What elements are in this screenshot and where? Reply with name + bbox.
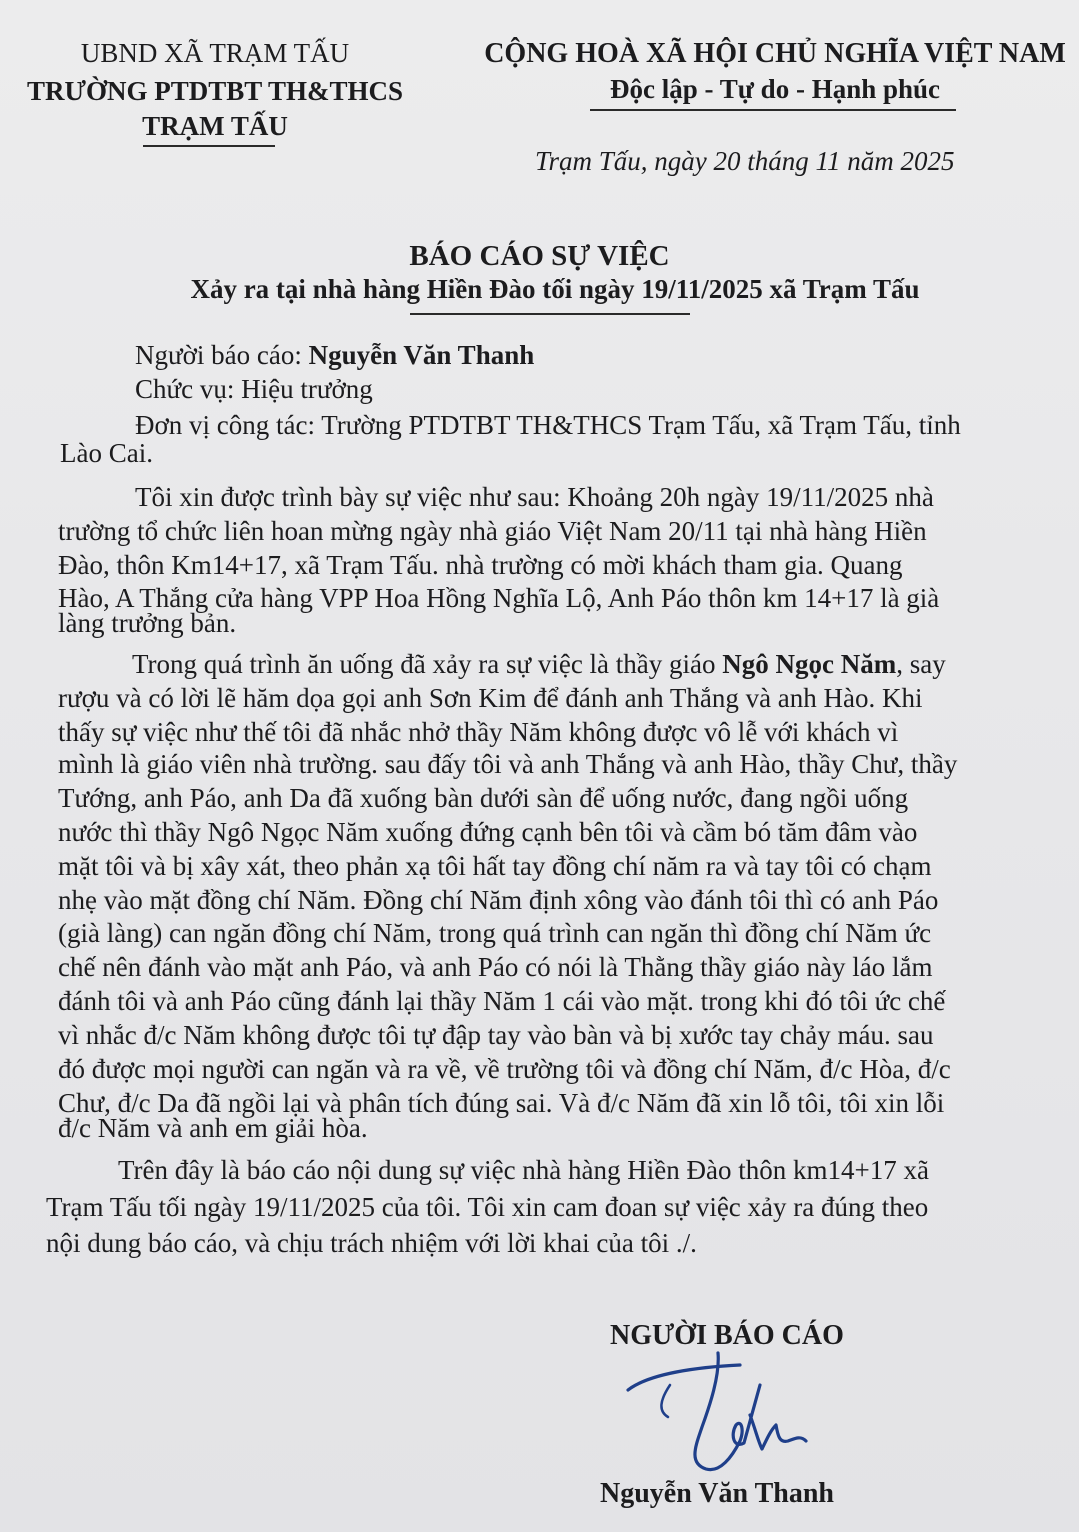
reporter-unit-line-2: Lào Cai. (60, 438, 153, 468)
para2-text: Trong quá trình ăn uống đã xảy ra sự việc là thầy giáo (132, 649, 723, 679)
title-underline (410, 313, 690, 315)
para2-line: (già làng) can ngăn đồng chí Năm, trong quá trình can ngăn thì đồng chí Năm ức (58, 918, 932, 948)
header-right-underline (590, 109, 956, 111)
para1-line: làng trưởng bản. (58, 608, 237, 638)
para2-line: thấy sự việc như thế tôi đã nhắc nhở thầy Năm không được vô lễ với khách vì (58, 717, 899, 747)
para2-line: rượu và có lời lẽ hăm dọa gọi anh Sơn Kim để đánh anh Thắng và anh Hào. Khi (58, 683, 923, 713)
header-school-location: TRẠM TẤU (142, 111, 288, 141)
header-authority: UBND XÃ TRẠM TẤU (80, 38, 350, 68)
reporter-name: Nguyễn Văn Thanh (308, 340, 535, 370)
national-motto: Độc lập - Tự do - Hạnh phúc (609, 74, 941, 104)
handwritten-signature (610, 1345, 830, 1480)
para2-line: chế nên đánh vào mặt anh Páo, và anh Páo có nói là Thằng thầy giáo này láo lắm (58, 952, 933, 982)
para1-line: Tôi xin được trình bày sự việc như sau: Khoảng 20h ngày 19/11/2025 nhà (135, 482, 934, 512)
para2-line: mình là giáo viên nhà trường. sau đấy tôi và anh Thắng và anh Hào, thầy Chư, thầy (58, 749, 958, 779)
para2-line: đ/c Năm và anh em giải hòa. (58, 1113, 368, 1143)
national-title: CỘNG HOÀ XÃ HỘI CHỦ NGHĨA VIỆT NAM (484, 38, 1066, 69)
para2-line: Tướng, anh Páo, anh Da đã xuống bàn dưới sàn để uống nước, đang ngồi uống (58, 783, 909, 813)
para1-line: Đào, thôn Km14+17, xã Trạm Tấu. nhà trường có mời khách tham gia. Quang (58, 550, 903, 580)
para1-line: trường tổ chức liên hoan mừng ngày nhà giáo Việt Nam 20/11 tại nhà hàng Hiền (58, 516, 927, 546)
date-line: Trạm Tấu, ngày 20 tháng 11 năm 2025 (535, 146, 955, 176)
para2-bold-name: Ngô Ngọc Năm (722, 649, 897, 679)
para2-line: mặt tôi và bị xây xát, theo phản xạ tôi hất tay đồng chí năm ra và tay tôi có chạm (58, 851, 932, 881)
para2-line: đó được mọi người can ngăn và ra về, về trường tôi và đồng chí Năm, đ/c Hòa, đ/c (58, 1054, 951, 1084)
para3-line: Trên đây là báo cáo nội dung sự việc nhà hàng Hiền Đào thôn km14+17 xã (118, 1155, 929, 1185)
para2-line: Chư, đ/c Da đã ngồi lại và phân tích đúng sai. Và đ/c Năm đã xin lỗ tôi, tôi xin lỗi (58, 1088, 945, 1118)
para2-line: nhẹ vào mặt đồng chí Năm. Đồng chí Năm định xông vào đánh tôi thì có anh Páo (58, 885, 939, 915)
para2-text: , say (896, 649, 946, 679)
para2-first-line (132, 647, 1079, 681)
para1-line: Hào, A Thắng cửa hàng VPP Hoa Hồng Nghĩa Lộ, Anh Páo thôn km 14+17 là già (58, 583, 940, 613)
report-subtitle: Xảy ra tại nhà hàng Hiền Đào tối ngày 19/11/2025 xã Trạm Tấu (190, 274, 920, 304)
para2-line: nước thì thầy Ngô Ngọc Năm xuống đứng cạnh bên tôi và cầm bó tăm đâm vào (58, 817, 918, 847)
reporter-line (135, 338, 1079, 372)
report-title: BÁO CÁO SỰ VIỆC (409, 240, 670, 272)
signature-heading: NGƯỜI BÁO CÁO (610, 1320, 844, 1351)
para2-line: đánh tôi và anh Páo cũng đánh lại thầy Năm 1 cái vào mặt. trong khi đó tôi ức chế (58, 986, 946, 1016)
reporter-unit-line-1: Đơn vị công tác: Trường PTDTBT TH&THCS Trạm Tấu, xã Trạm Tấu, tỉnh (135, 410, 961, 440)
para2-line: vì nhắc đ/c Năm không được tôi tự đập tay vào bàn và bị xước tay chảy máu. sau (58, 1020, 934, 1050)
signature-name: Nguyễn Văn Thanh (600, 1478, 834, 1509)
reporter-position: Chức vụ: Hiệu trưởng (135, 374, 373, 404)
reporter-label: Người báo cáo: (135, 340, 309, 370)
header-school: TRƯỜNG PTDTBT TH&THCS (26, 76, 404, 106)
faded-background-mark (798, 215, 809, 243)
header-left-underline (143, 145, 275, 147)
para3-line: nội dung báo cáo, và chịu trách nhiệm với lời khai của tôi ./. (46, 1228, 697, 1258)
para3-line: Trạm Tấu tối ngày 19/11/2025 của tôi. Tôi xin cam đoan sự việc xảy ra đúng theo (46, 1192, 929, 1222)
